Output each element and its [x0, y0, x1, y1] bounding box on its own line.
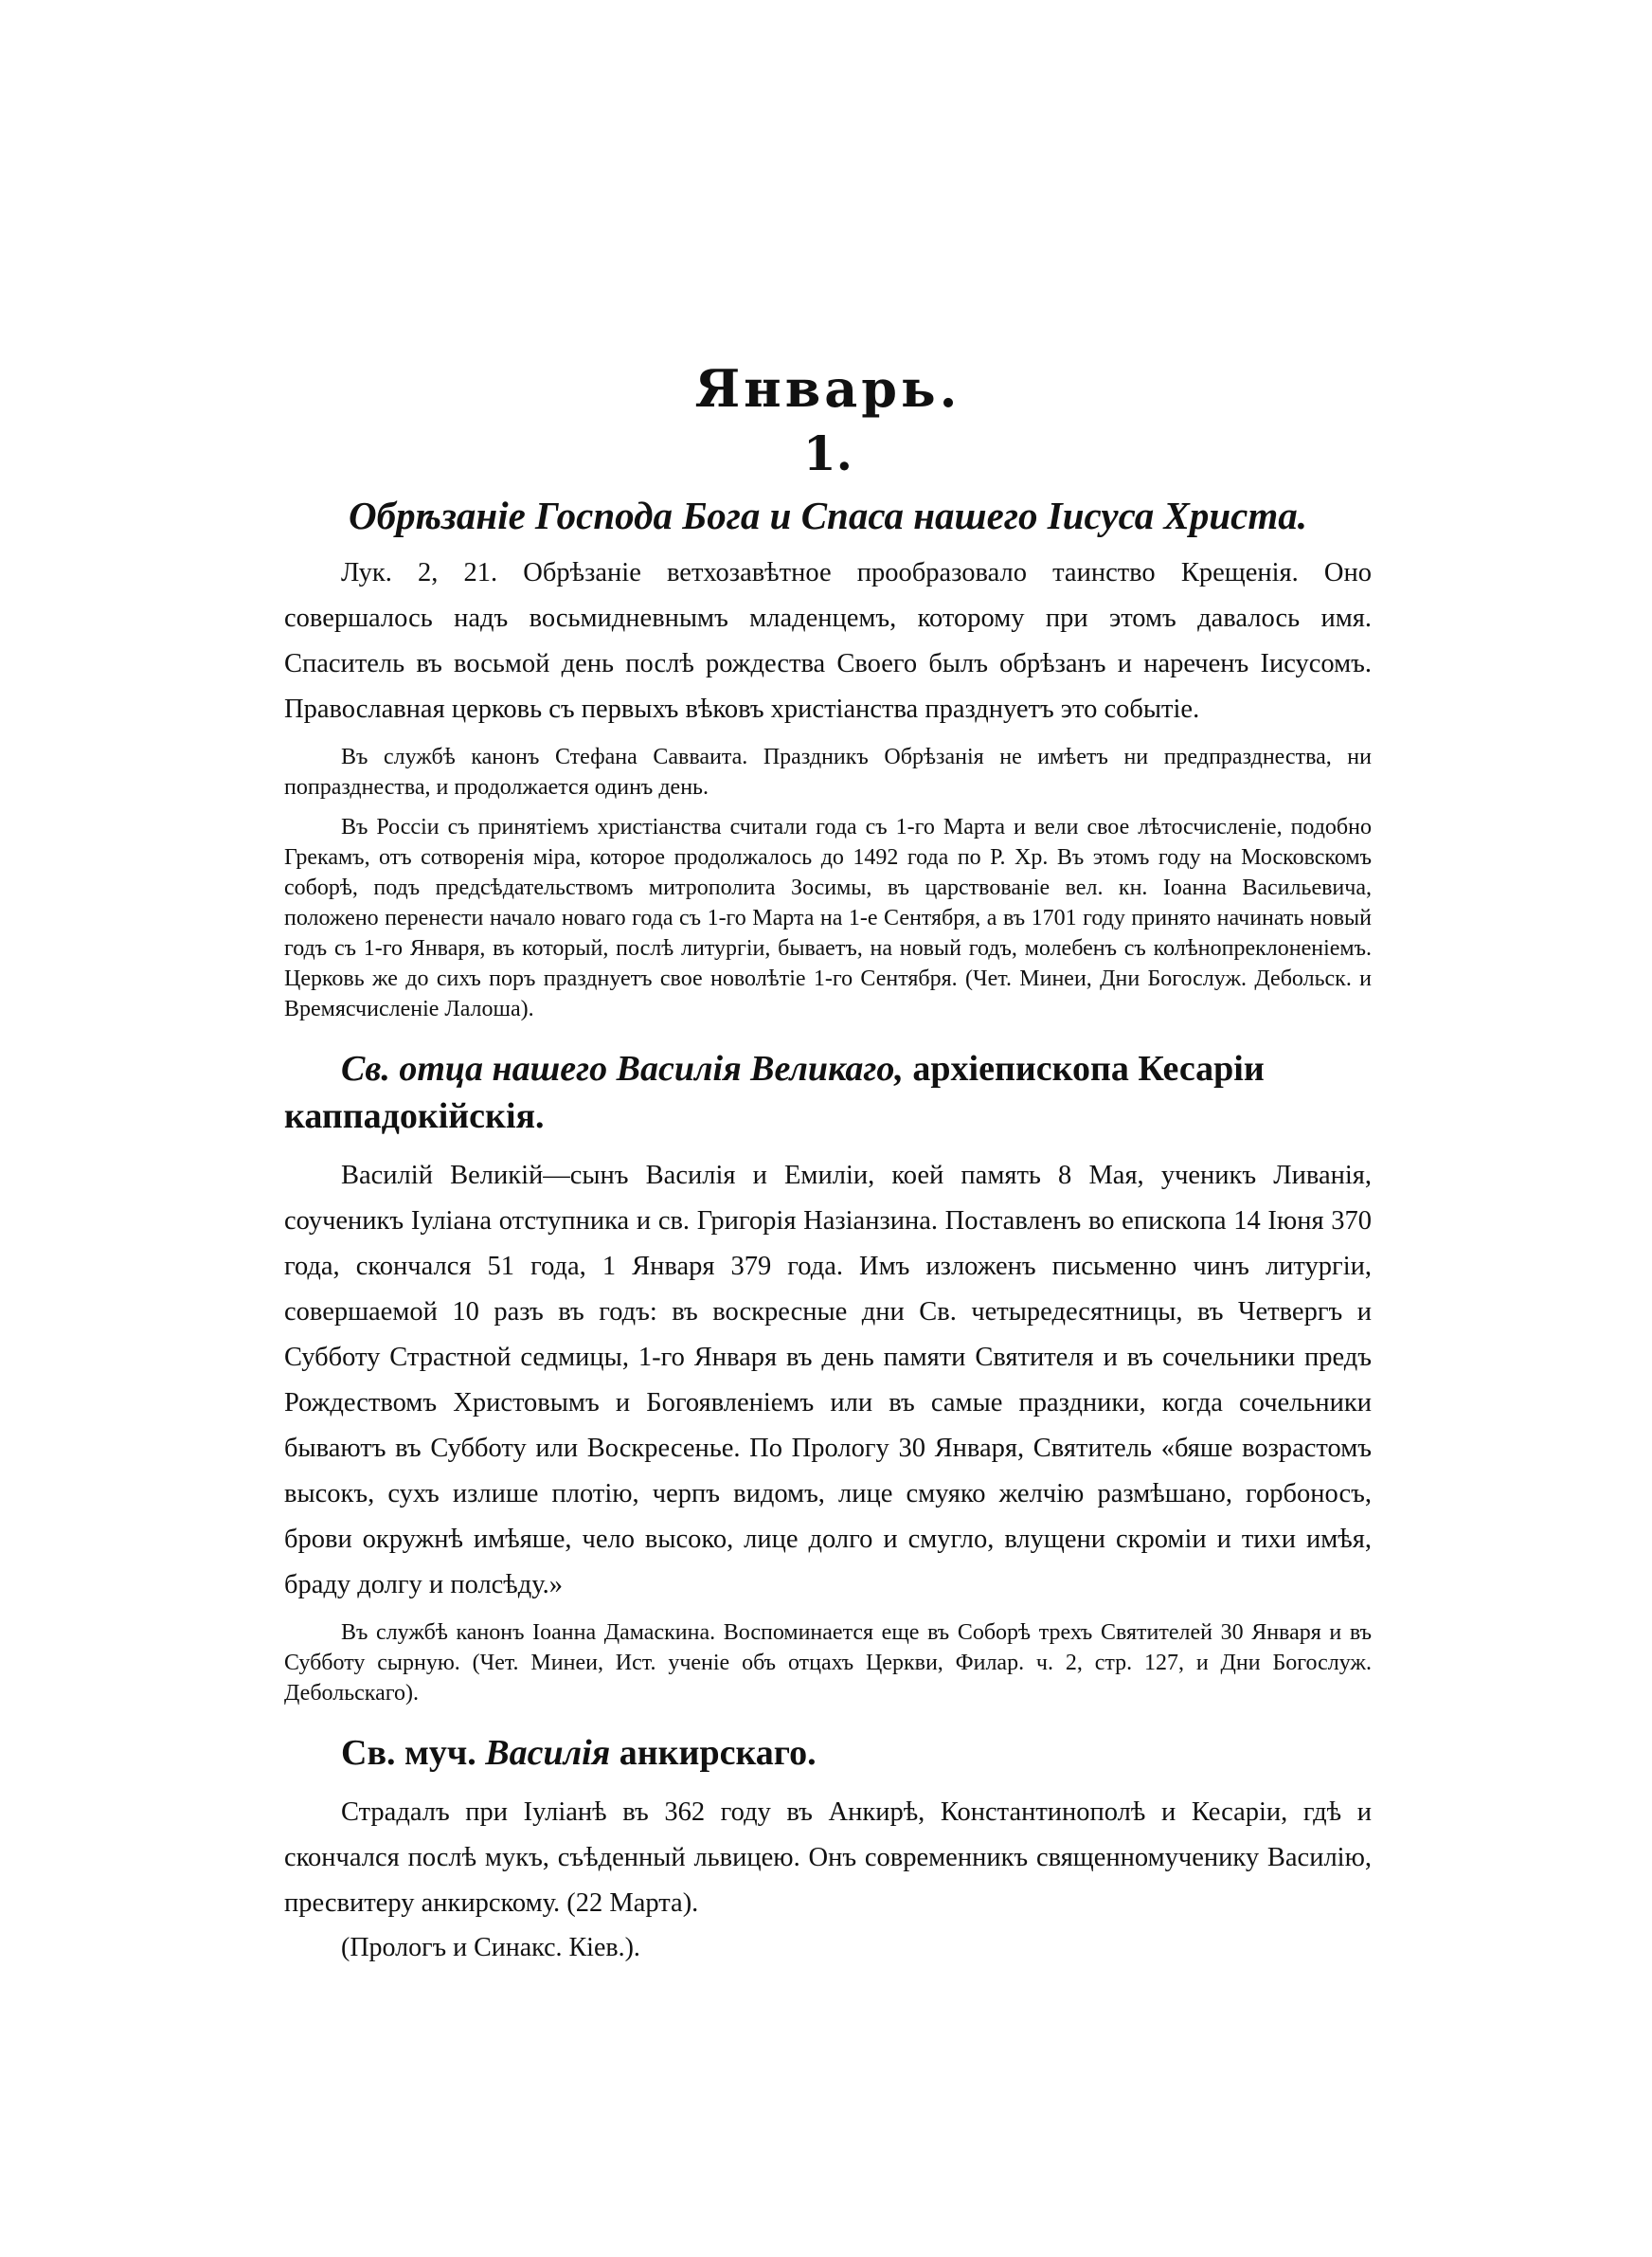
feast-title-basil-great: [284, 1045, 1372, 1140]
feast-title-basil-great-italic: Св. отца нашего Василія Великаго,: [341, 1049, 904, 1089]
feast-title-basil-ancyra-italic: Василія: [485, 1733, 611, 1773]
calendar-history-note: Въ Россіи съ принятіемъ христіанства считали года съ 1-го Марта и вели свое лѣтосчисленіе, подобно Грекамъ, отъ сотворенія міра, которое продолжалось до 1492 года по Р. Хр. Въ этомъ году на Московскомъ соборѣ, подъ предсѣдательствомъ митрополита Зосимы, въ царствованіе вел. кн. Іоанна Васильевича, положено перенести начало новаго года съ 1-го Марта на 1-е Сентября, а въ 1701 году принято начинать новый годъ съ 1-го Января, въ который, послѣ литургіи, бываетъ, на новый годъ, молебенъ съ колѣнопреклоненіемъ. Церковь же до сихъ поръ празднуетъ свое новолѣтіе 1-го Сентября. (Чет. Минеи, Дни Богослуж. Дебольск. и Времясчисленіе Лалоша).: [284, 815, 1372, 1021]
feast-title-basil-ancyra: [284, 1729, 1372, 1777]
service-note-basil-great: Въ службѣ канонъ Іоанна Дамаскина. Воспоминается еще въ Соборѣ трехъ Святителей 30 Января и въ Субботу сырную. (Чет. Минеи, Ист. ученіе объ отцахъ Церкви, Филар. ч. 2, стр. 127, и Дни Богослуж. Дебольскаго).: [284, 1620, 1372, 1706]
document-page: [284, 355, 1372, 1970]
feast-title-circumcision: Обрѣзаніе Господа Бога и Спаса нашего Іисуса Христа.: [349, 494, 1307, 537]
feast-body-basil-great: Василій Великій—сынъ Василія и Емиліи, коей память 8 Мая, ученикъ Ливанія, соученикъ Іуліана отступника и св. Григорія Назіанзина. Поставленъ во епископа 14 Іюня 370 года, скончался 51 года, 1 Января 379 года. Имъ изложенъ письменно чинъ литургіи, совершаемой 10 разъ въ годъ: въ воскресные дни Св. четыредесятницы, въ Четвергъ и Субботу Страстной седмицы, 1-го Января въ день памяти Святителя и въ сочельники предъ Рождествомъ Христовымъ и Богоявленіемъ или въ самые праздники, когда сочельники бываютъ въ Субботу или Воскресенье. По Прологу 30 Января, Святитель «бяше возрастомъ высокъ, сухъ излише плотію, черпъ видомъ, лице смуяко желчію размѣшано, горбоносъ, брови окружнѣ имѣяше, чело высоко, лице долго и смугло, влущени скроміи и тихи имѣя, браду долгу и полсѣду.»: [284, 1161, 1372, 1599]
feast-section-basil-ancyra: [284, 1729, 1372, 1970]
feast-title-basil-ancyra-pre: Св. муч.: [341, 1733, 486, 1773]
service-note-circumcision: Въ службѣ канонъ Стефана Савваита. Праздникъ Обрѣзанія не имѣетъ ни предпразднества, ни попразднества, и продолжается одинъ день.: [284, 745, 1372, 800]
feast-section-circumcision: [284, 490, 1372, 1024]
day-number: 1.: [802, 425, 853, 481]
month-heading: Январь.: [694, 358, 961, 419]
feast-body-circumcision: Лук. 2, 21. Обрѣзаніе ветхозавѣтное прообразовало таинство Крещенія. Оно совершалось надъ восьмидневнымъ младенцемъ, которому при этомъ давалось имя. Спаситель въ восьмой день послѣ рождества Своего былъ обрѣзанъ и нареченъ Іисусомъ. Православная церковь съ первыхъ вѣковъ христіанства празднуетъ это событіе.: [284, 558, 1372, 724]
source-reference: (Прологъ и Синакс. Кіев.).: [341, 1933, 640, 1962]
feast-title-basil-great-rest: архіепископа Кесаріи каппадокійскія.: [284, 1049, 1265, 1136]
feast-body-basil-ancyra: Страдалъ при Іуліанѣ въ 362 году въ Анкирѣ, Константинополѣ и Кесаріи, гдѣ и скончался послѣ мукъ, съѣденный львицею. Онъ современникъ священномученику Василію, пресвитеру анкирскому. (22 Марта).: [284, 1797, 1372, 1918]
feast-title-basil-ancyra-post: анкирскаго.: [610, 1733, 817, 1773]
feast-section-basil-great: [284, 1045, 1372, 1708]
